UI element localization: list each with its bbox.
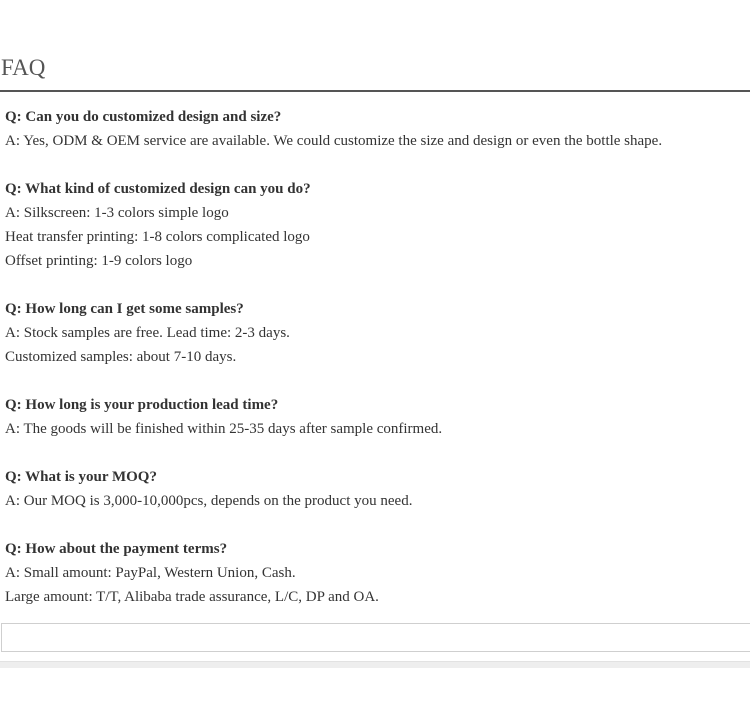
faq-question: Q: How long can I get some samples?	[5, 301, 244, 317]
faq-answer-line: Heat transfer printing: 1-8 colors complicated logo	[5, 229, 310, 245]
faq-question: Q: What kind of customized design can you do?	[5, 181, 311, 197]
faq-question: Q: How long is your production lead time?	[5, 397, 279, 413]
faq-answer-line: A: Stock samples are free. Lead time: 2-3 days.	[5, 325, 290, 341]
faq-item	[5, 177, 745, 273]
faq-item	[5, 297, 745, 369]
faq-question: Q: What is your MOQ?	[5, 469, 157, 485]
faq-answer-line: A: Small amount: PayPal, Western Union, Cash.	[5, 565, 296, 581]
faq-item	[5, 537, 745, 609]
page-title: FAQ	[1, 55, 46, 80]
faq-answer-line: A: Silkscreen: 1-3 colors simple logo	[5, 205, 229, 221]
faq-answer-line: A: The goods will be finished within 25-35 days after sample confirmed.	[5, 421, 443, 437]
faq-list	[5, 105, 745, 633]
faq-question: Q: How about the payment terms?	[5, 541, 228, 557]
faq-answer-line: Customized samples: about 7-10 days.	[5, 349, 237, 365]
faq-answer-line: Large amount: T/T, Alibaba trade assurance, L/C, DP and OA.	[5, 589, 379, 605]
faq-question: Q: Can you do customized design and size?	[5, 109, 282, 125]
faq-item	[5, 105, 745, 153]
faq-answer-line: A: Yes, ODM & OEM service are available. We could customize the size and design or even the bottle shape.	[5, 133, 663, 149]
faq-answer-line: A: Our MOQ is 3,000-10,000pcs, depends on the product you need.	[5, 493, 413, 509]
empty-content-box	[1, 623, 750, 652]
faq-item	[5, 465, 745, 513]
faq-item	[5, 393, 745, 441]
faq-answer-line: Offset printing: 1-9 colors logo	[5, 253, 193, 269]
footer-divider	[0, 661, 750, 668]
faq-header	[0, 52, 750, 92]
